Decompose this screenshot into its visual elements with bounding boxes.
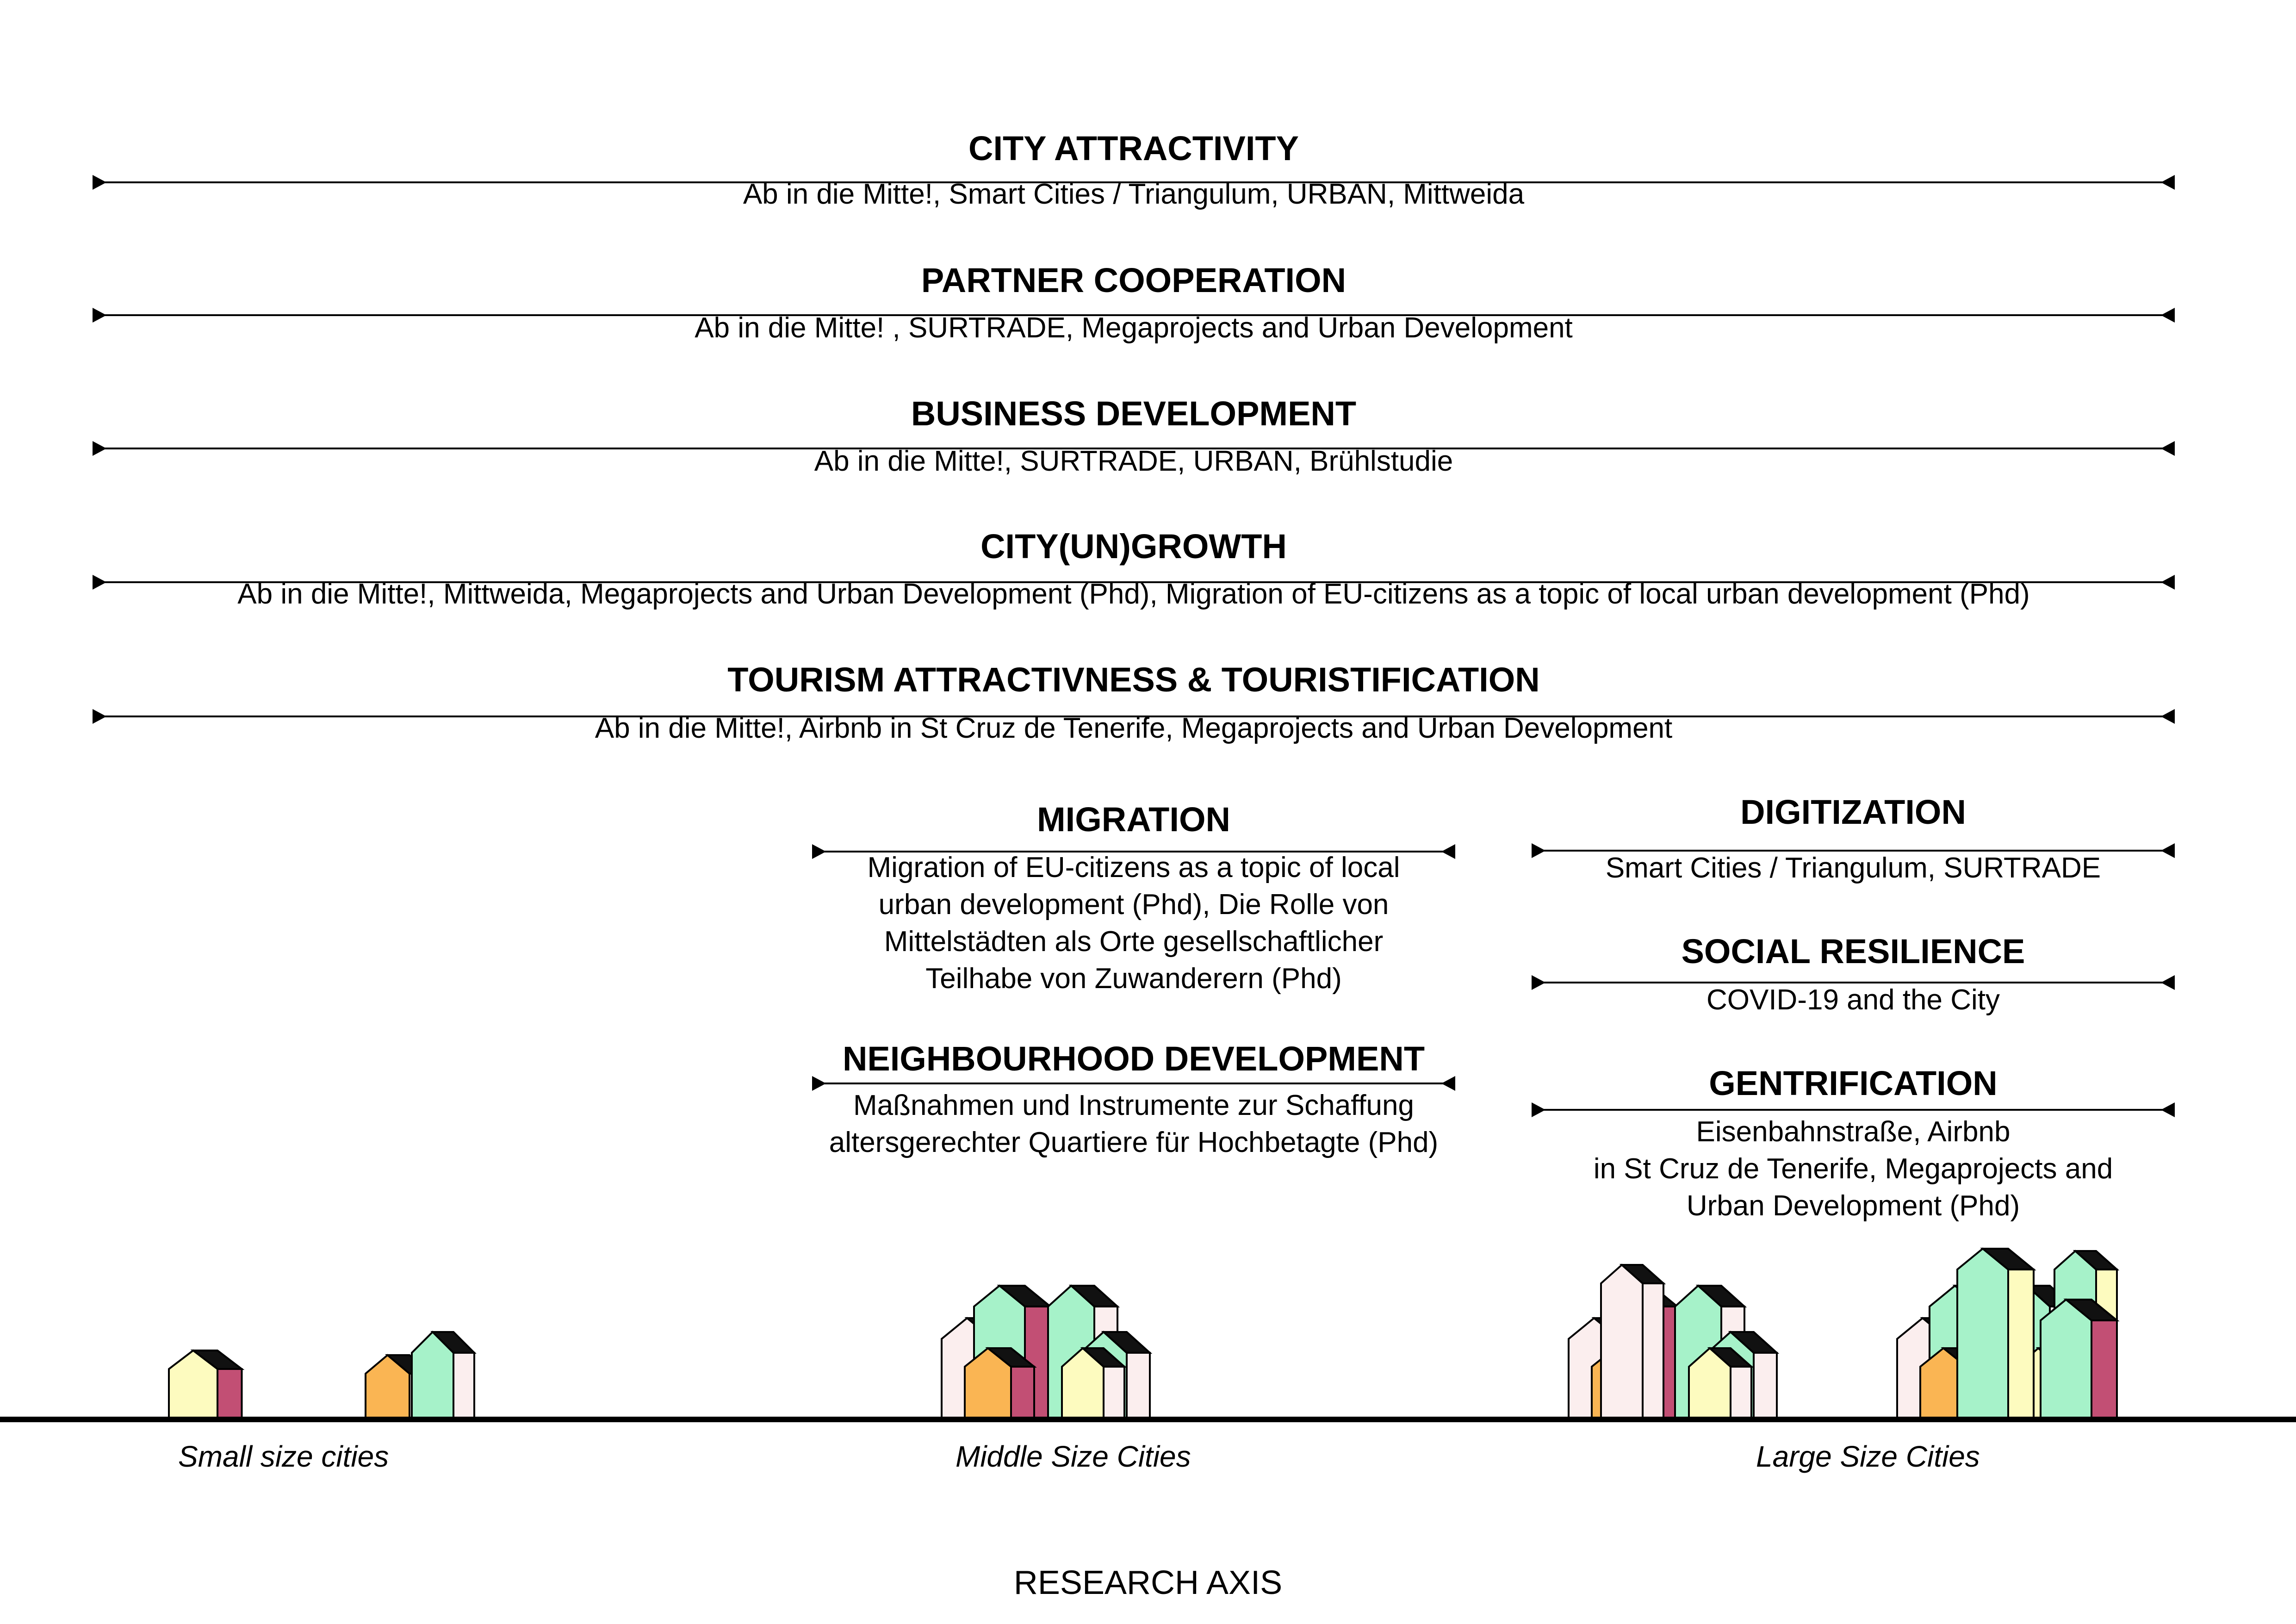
axis-title: CITY ATTRACTIVITY — [968, 129, 1299, 168]
axis-title: DIGITIZATION — [1740, 793, 1966, 831]
axis-projects-line: Maßnahmen und Instrumente zur Schaffung — [853, 1089, 1414, 1121]
axis-title: BUSINESS DEVELOPMENT — [911, 394, 1357, 433]
axis-projects: Ab in die Mitte!, Smart Cities / Triangulum, URBAN, Mittweida — [743, 178, 1525, 210]
axis-projects: COVID-19 and the City — [1706, 984, 2000, 1016]
axis-projects-line: in St Cruz de Tenerife, Megaprojects and — [1593, 1153, 2113, 1185]
axis-projects: Smart Cities / Triangulum, SURTRADE — [1605, 852, 2101, 884]
axis-title: CITY(UN)GROWTH — [980, 527, 1287, 566]
label-large-cities: Large Size Cities — [1756, 1440, 1980, 1473]
ground-line — [0, 1417, 2296, 1422]
axis-title: TOURISM ATTRACTIVNESS & TOURISTIFICATION — [727, 660, 1540, 699]
house-icon — [412, 1332, 474, 1418]
axis-projects: Ab in die Mitte!, SURTRADE, URBAN, Brühlstudie — [814, 445, 1453, 477]
large-city-houses — [1569, 1249, 2117, 1418]
axis-title: MIGRATION — [1037, 800, 1230, 839]
axis-projects: Ab in die Mitte!, Airbnb in St Cruz de Tenerife, Megaprojects and Urban Development — [595, 712, 1673, 744]
house-icon — [965, 1348, 1034, 1418]
axis-projects-line: Teilhabe von Zuwanderern (Phd) — [925, 963, 1342, 995]
axis-projects: Ab in die Mitte!, Mittweida, Megaprojects and Urban Development (Phd), Migration of EU-citizens as a topic of local urban development (Phd) — [237, 578, 2030, 610]
axis-title: SOCIAL RESILIENCE — [1681, 932, 2025, 971]
footer-research-axis: RESEARCH AXIS — [1013, 1564, 1283, 1601]
axis-title: PARTNER COOPERATION — [921, 261, 1347, 299]
small-city-houses — [169, 1332, 474, 1418]
axis-projects-line: Migration of EU-citizens as a topic of local — [867, 852, 1400, 884]
label-small-cities: Small size cities — [178, 1440, 389, 1473]
house-icon — [1957, 1249, 2034, 1418]
house-icon — [1062, 1348, 1124, 1418]
label-middle-cities: Middle Size Cities — [956, 1440, 1191, 1473]
house-icon — [169, 1350, 242, 1418]
axis-projects-line: Mittelstädten als Orte gesellschaftlicher — [884, 926, 1384, 958]
axis-projects-line: altersgerechter Quartiere für Hochbetagte (Phd) — [829, 1126, 1439, 1158]
middle-city-houses — [942, 1286, 1150, 1418]
axis-title: NEIGHBOURHOOD DEVELOPMENT — [842, 1039, 1425, 1078]
axis-projects: Ab in die Mitte! , SURTRADE, Megaprojects and Urban Development — [695, 312, 1573, 344]
axis-projects-line: urban development (Phd), Die Rolle von — [878, 889, 1389, 921]
axis-projects-line: Urban Development (Phd) — [1686, 1190, 2020, 1222]
house-icon — [1689, 1348, 1751, 1418]
house-icon — [1601, 1265, 1663, 1418]
axis-projects-line: Eisenbahnstraße, Airbnb — [1696, 1116, 2011, 1148]
axis-title: GENTRIFICATION — [1709, 1064, 1998, 1102]
house-icon — [2041, 1300, 2117, 1418]
